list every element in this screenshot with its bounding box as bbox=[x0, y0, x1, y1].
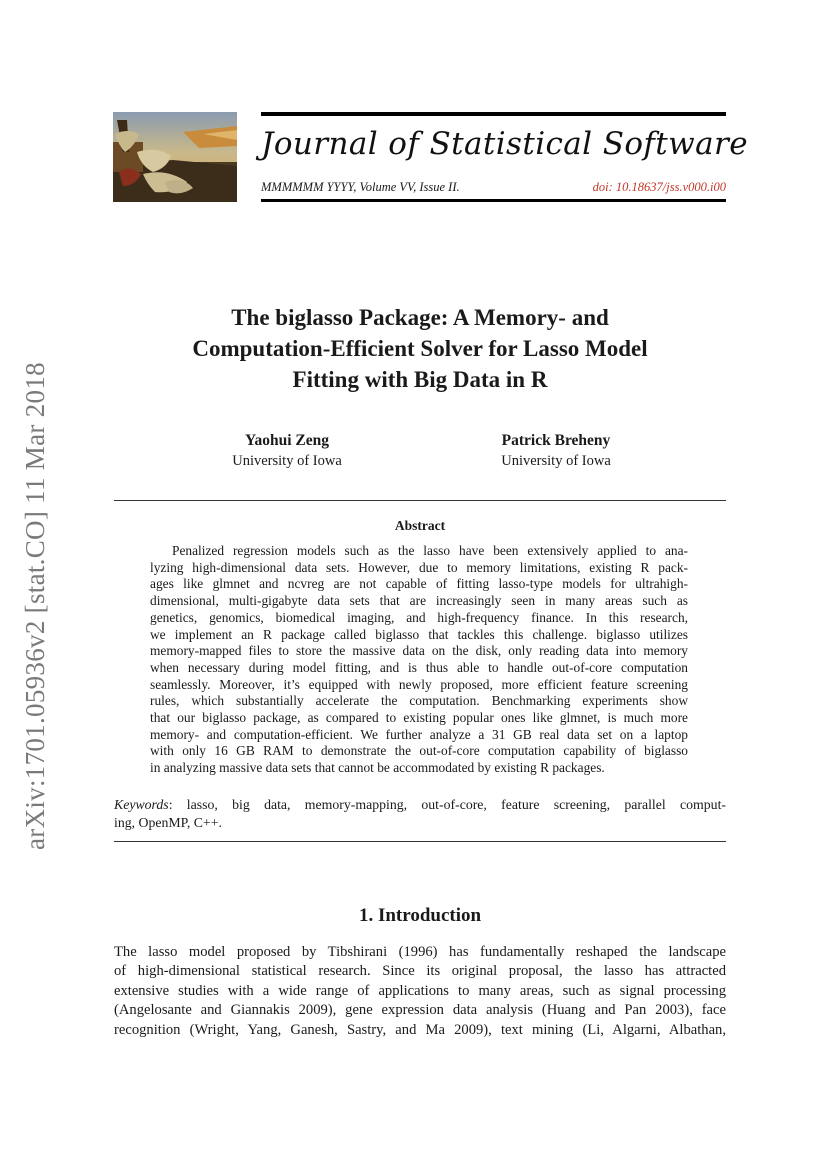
body-line: (Angelosante and Giannakis 2009), gene expression data analysis (Huang and Pan 2003), face bbox=[114, 1002, 726, 1019]
author-name: Yaohui Zeng bbox=[245, 432, 329, 449]
author-block bbox=[187, 431, 387, 471]
masthead-bottom-rule bbox=[261, 199, 726, 202]
abstract-line: genetics, genomics, biomedical imaging, and high-frequency finance. In this research, bbox=[150, 609, 688, 625]
journal-logo-painting bbox=[113, 112, 237, 202]
keywords-line: ing, OpenMP, C++. bbox=[114, 815, 222, 830]
abstract-line: dimensional, multi-gigabyte data sets that are increasingly seen in many areas such as bbox=[150, 593, 688, 609]
title-line: Fitting with Big Data in R bbox=[292, 367, 548, 392]
author-name: Patrick Breheny bbox=[501, 432, 611, 449]
author-affiliation: University of Iowa bbox=[501, 453, 611, 469]
body-line: recognition (Wright, Yang, Ganesh, Sastry, and Ma 2009), text mining (Li, Algarni, Albathan, bbox=[114, 1021, 726, 1038]
doi-link[interactable]: doi: 10.18637/jss.v000.i00 bbox=[592, 180, 726, 194]
paper-title bbox=[114, 302, 726, 395]
author-block bbox=[456, 431, 656, 471]
arxiv-identifier-stamp: arXiv:1701.05936v2 [stat.CO] 11 Mar 2018 bbox=[20, 362, 50, 850]
title-line: Computation-Efficient Solver for Lasso Model bbox=[192, 336, 648, 361]
abstract-line: seamlessly. Moreover, it’s equipped with newly proposed, more efficient feature screening bbox=[150, 676, 688, 692]
body-line: extensive studies with a wide range of applications to many areas, such as signal processing bbox=[114, 982, 726, 999]
keywords-text: : lasso, big data, memory-mapping, out-of-core, feature screening, parallel comput- bbox=[168, 797, 726, 812]
keywords-bottom-divider bbox=[114, 841, 726, 842]
abstract-text bbox=[150, 543, 688, 777]
keywords-label: Keywords bbox=[114, 797, 169, 812]
body-line: The lasso model proposed by Tibshirani (1996) has fundamentally reshaped the landscape bbox=[114, 944, 726, 960]
abstract-line: that our biglasso package, as compared to existing popular ones like glmnet, is much more bbox=[150, 710, 688, 726]
keywords-block bbox=[114, 796, 726, 832]
abstract-line: memory-mapped files to store the massive data on the disk, only reading data into memory bbox=[150, 643, 688, 659]
masthead-top-rule bbox=[261, 112, 726, 116]
abstract-line: we implement an R package called biglasso that tackles this challenge. biglasso utilizes bbox=[150, 626, 688, 642]
abstract-line: lyzing high-dimensional data sets. However, due to memory limitations, existing R pack- bbox=[150, 559, 688, 575]
title-line: The biglasso Package: A Memory- and bbox=[231, 305, 609, 330]
abstract-line: Penalized regression models such as the lasso have been extensively applied to ana- bbox=[172, 543, 688, 558]
abstract-line: memory- and computation-efficient. We further analyze a 31 GB real data set on a laptop bbox=[150, 726, 688, 742]
abstract-line: rules, which substantially accelerate the computation. Benchmarking experiments show bbox=[150, 693, 688, 709]
keywords-line bbox=[114, 796, 726, 814]
abstract-line: when necessary during model fitting, and is thus able to handle out-of-core computation bbox=[150, 659, 688, 675]
abstract-line: in analyzing massive data sets that cannot be accommodated by existing R packages. bbox=[150, 760, 605, 776]
section-heading: 1. Introduction bbox=[358, 905, 482, 926]
abstract-line: ages like glmnet and ncvreg are not capable of fitting lasso-type models for ultrahigh- bbox=[150, 576, 688, 592]
introduction-text bbox=[114, 943, 726, 1040]
abstract-heading: Abstract bbox=[394, 518, 446, 533]
body-line: of high-dimensional statistical research. Since its original proposal, the lasso has attracted bbox=[114, 963, 726, 980]
author-affiliation: University of Iowa bbox=[232, 453, 342, 469]
abstract-top-divider bbox=[114, 500, 726, 501]
abstract-line: with only 16 GB RAM to demonstrate the out-of-core computation capability of biglasso bbox=[150, 743, 688, 759]
issue-info: MMMMMM YYYY, Volume VV, Issue II. bbox=[261, 180, 460, 194]
journal-name: Journal of Statistical Software bbox=[261, 126, 748, 162]
